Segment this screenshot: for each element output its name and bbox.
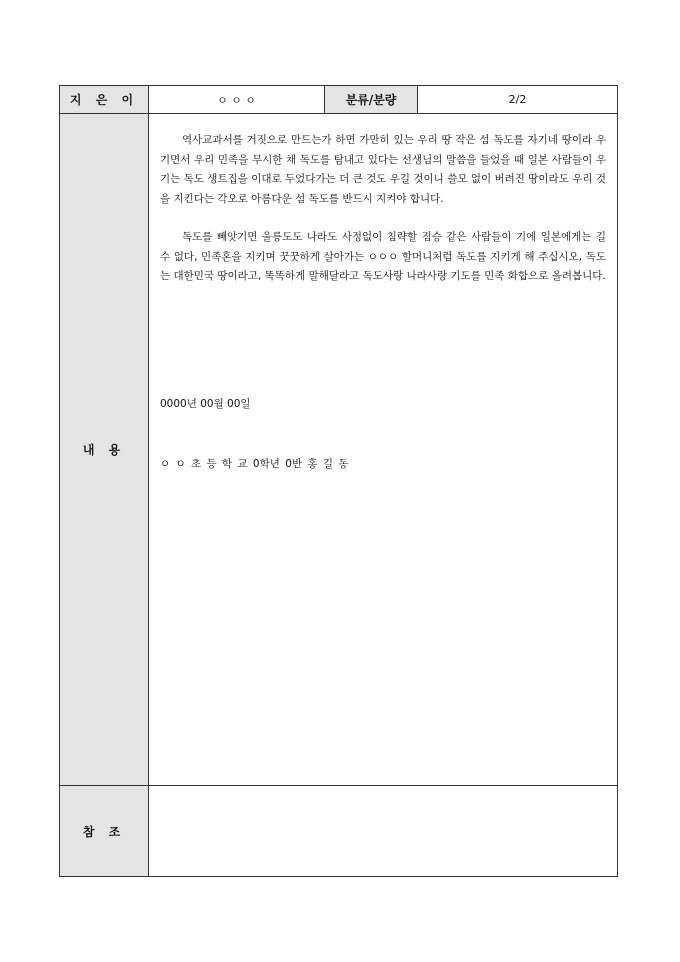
date-line: 0000년 00월 00일 xyxy=(160,398,251,410)
author-value: ㅇ ㅇ ㅇ xyxy=(149,86,325,114)
content-label: 내 용 xyxy=(60,114,149,786)
signature-line: ㅇ ㅇ 초 등 학 교 0학년 0반 홍 길 동 xyxy=(160,458,349,470)
category-value: 2/2 xyxy=(418,86,618,114)
submission-form xyxy=(59,85,618,877)
author-label: 지 은 이 xyxy=(60,86,149,114)
category-label: 분류/분량 xyxy=(325,86,418,114)
header-row xyxy=(60,86,618,114)
content-paragraph-2: 독도를 빼앗기면 울릉도도 나라도 사정없이 침략할 짐승 같은 사람들이 기에 일본에게는 길 수 없다, 민족혼을 지키며 꿋꿋하게 살아가는 ㅇㅇㅇ 할머니처럼 독도를 지키게 해 주십시오, 독도는 대한민국 땅이라고, 똑똑하게 말해달라고 독도사랑 나라사랑 기도를 민족 화합으로 올려봅니다. xyxy=(160,231,606,282)
reference-label: 참 조 xyxy=(60,786,149,877)
reference-value xyxy=(149,786,618,877)
reference-row xyxy=(60,786,618,877)
content-paragraph-1: 역사교과서를 거짓으로 만드는가 하면 가만히 있는 우리 땅 작은 섬 독도를 자기네 땅이라 우기면서 우리 민족을 무시한 채 독도를 탐내고 있다는 선생님의 말씀을 들었을 때 일본 사람들이 우기는 독도 생트집을 이대로 두었다가는 더 큰 것도 우길 것이니 쓸모 없이 버려진 땅이라도 우리 것을 지킨다는 각오로 아름다운 섬 독도를 반드시 지켜야 합니다. xyxy=(160,134,606,205)
content-row xyxy=(60,114,618,786)
content-cell xyxy=(149,114,618,786)
